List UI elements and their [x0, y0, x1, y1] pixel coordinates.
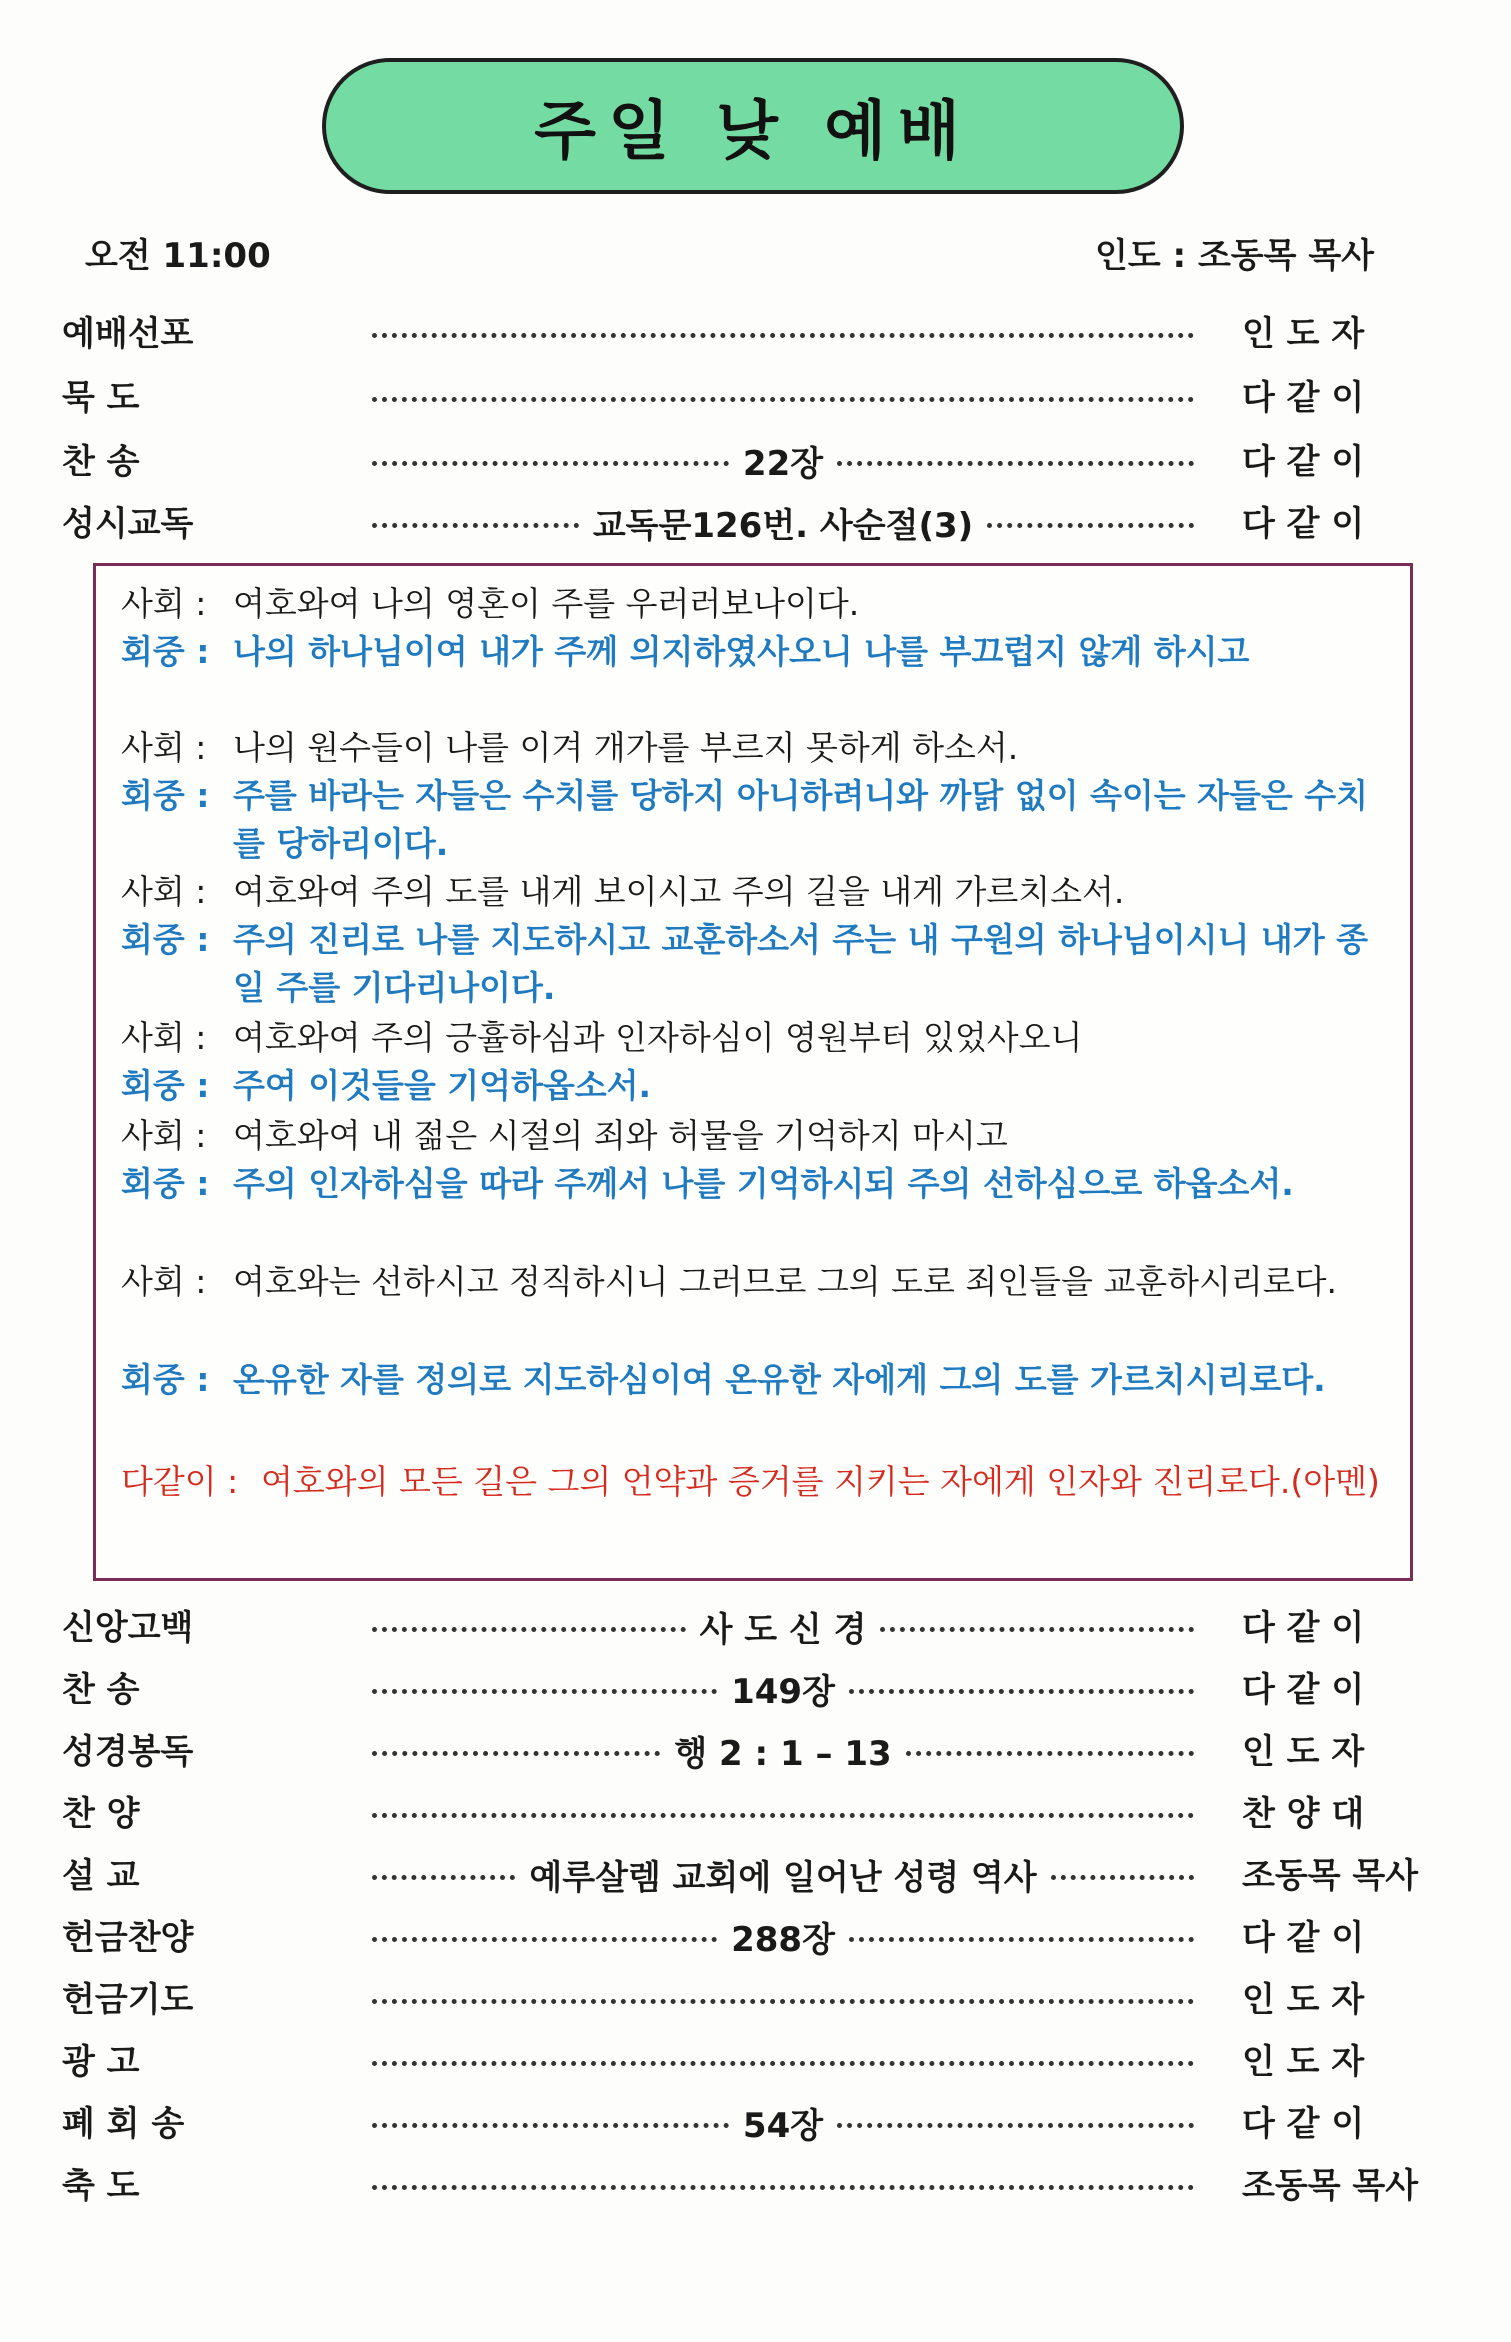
dot-leader: [372, 434, 1194, 486]
reading-line: [121, 1014, 1391, 1062]
reading-speaker: 사회 :: [121, 728, 207, 767]
reading-speaker: 사회 :: [121, 872, 207, 911]
reading-text: 온유한 자를 정의로 지도하심이여 온유한 자에게 그의 도를 가르치시리로다.: [233, 1360, 1326, 1399]
reading-text: 주를 바라는 자들은 수치를 당하지 아니하려니와 까닭 없이 속이는 자들은 수치를 당하리이다.: [233, 776, 1368, 863]
order-detail: 54장: [742, 2105, 824, 2146]
reading-text: 나의 하나님이여 내가 주께 의지하였사오니 나를 부끄럽지 않게 하시고: [233, 632, 1250, 671]
reading-line: [121, 1112, 1391, 1160]
order-label: 신앙고백: [62, 1608, 194, 1648]
order-row: [62, 1972, 1452, 2024]
order-row: [62, 2158, 1452, 2210]
order-detail: 149장: [731, 1671, 835, 1712]
order-performer: 찬 양 대: [1242, 1794, 1365, 1834]
order-detail: 예루살렘 교회에 일어난 성령 역사: [529, 1857, 1037, 1898]
reading-speaker: 회중 :: [121, 632, 210, 671]
order-performer: 다 같 이: [1242, 1608, 1365, 1648]
reading-line: [121, 1062, 1391, 1110]
title-banner: [322, 58, 1184, 194]
order-performer: 다 같 이: [1242, 504, 1365, 544]
reading-line: [121, 628, 1391, 676]
order-row: [62, 1724, 1452, 1776]
dot-leader: [372, 1848, 1194, 1900]
reading-line: [121, 1160, 1391, 1208]
dot-leader: [372, 1786, 1194, 1838]
order-row: [62, 2034, 1452, 2086]
order-detail: 288장: [731, 1919, 835, 1960]
order-detail: 교독문126번. 사순절(3): [592, 505, 974, 546]
dot-leader: [372, 1600, 1194, 1652]
order-label: 성시교독: [62, 504, 194, 544]
reading-text: 여호와는 선하시고 정직하시니 그러므로 그의 도로 죄인들을 교훈하시리로다.: [233, 1262, 1338, 1301]
reading-line: [121, 772, 1391, 868]
dot-leader: [372, 370, 1194, 422]
order-row: [62, 1786, 1452, 1838]
order-performer: 조동목 목사: [1242, 2166, 1419, 2206]
dot-leader: [372, 1910, 1194, 1962]
order-performer: 인 도 자: [1242, 1980, 1365, 2020]
order-label: 예배선포: [62, 314, 194, 354]
reading-speaker: 회중 :: [121, 1164, 210, 1203]
order-label: 헌금찬양: [62, 1918, 194, 1958]
order-label: 폐 회 송: [62, 2104, 185, 2144]
order-performer: 인 도 자: [1242, 2042, 1365, 2082]
reading-speaker: 회중 :: [121, 776, 210, 815]
reading-speaker: 회중 :: [121, 1066, 210, 1105]
order-performer: 다 같 이: [1242, 442, 1365, 482]
order-performer: 인 도 자: [1242, 314, 1365, 354]
reading-line: [121, 1356, 1391, 1404]
order-label: 헌금기도: [62, 1980, 194, 2020]
reading-speaker: 사회 :: [121, 584, 207, 623]
order-detail: 22장: [742, 443, 824, 484]
reading-text: 여호와여 주의 도를 내게 보이시고 주의 길을 내게 가르치소서.: [233, 872, 1125, 911]
reading-line: [121, 916, 1391, 1012]
order-label: 찬 송: [62, 1670, 140, 1710]
dot-leader: [372, 496, 1194, 548]
order-performer: 다 같 이: [1242, 378, 1365, 418]
reading-text: 여호와여 나의 영혼이 주를 우러러보나이다.: [233, 584, 860, 623]
dot-leader: [372, 2158, 1194, 2210]
reading-text: 여호와의 모든 길은 그의 언약과 증거를 지키는 자에게 인자와 진리로다.(아멘): [261, 1462, 1380, 1501]
order-performer: 조동목 목사: [1242, 1856, 1419, 1896]
dot-leader: [372, 2096, 1194, 2148]
order-row: [62, 306, 1452, 358]
order-performer: 인 도 자: [1242, 1732, 1365, 1772]
reading-line: [121, 1258, 1391, 1306]
reading-speaker: 사회 :: [121, 1018, 207, 1057]
order-row: [62, 1662, 1452, 1714]
order-row: [62, 370, 1452, 422]
service-leader: 인도 : 조동목 목사: [1095, 236, 1375, 276]
dot-leader: [372, 1724, 1194, 1776]
order-label: 광 고: [62, 2042, 140, 2082]
order-performer: 다 같 이: [1242, 1670, 1365, 1710]
dot-leader: [372, 1662, 1194, 1714]
order-row: [62, 496, 1452, 548]
reading-text: 나의 원수들이 나를 이겨 개가를 부르지 못하게 하소서.: [233, 728, 1019, 767]
reading-text: 여호와여 주의 긍휼하심과 인자하심이 영원부터 있었사오니: [233, 1018, 1083, 1057]
dot-leader: [372, 306, 1194, 358]
dot-leader: [372, 2034, 1194, 2086]
reading-line: [121, 868, 1391, 916]
reading-line: [121, 1458, 1391, 1506]
service-time: 오전 11:00: [85, 236, 271, 276]
responsive-reading-box: [93, 563, 1413, 1581]
reading-speaker: 다같이 :: [121, 1462, 239, 1501]
order-row: [62, 2096, 1452, 2148]
order-performer: 다 같 이: [1242, 1918, 1365, 1958]
reading-text: 주의 진리로 나를 지도하시고 교훈하소서 주는 내 구원의 하나님이시니 내가 종일 주를 기다리나이다.: [233, 920, 1368, 1007]
reading-speaker: 사회 :: [121, 1262, 207, 1301]
order-label: 성경봉독: [62, 1732, 194, 1772]
reading-line: [121, 724, 1391, 772]
reading-text: 주의 인자하심을 따라 주께서 나를 기억하시되 주의 선하심으로 하옵소서.: [233, 1164, 1294, 1203]
order-label: 찬 송: [62, 442, 140, 482]
dot-leader: [372, 1972, 1194, 2024]
order-row: [62, 1910, 1452, 1962]
reading-text: 여호와여 내 젊은 시절의 죄와 허물을 기억하지 마시고: [233, 1116, 1008, 1155]
order-performer: 다 같 이: [1242, 2104, 1365, 2144]
order-detail: 사 도 신 경: [699, 1609, 867, 1650]
reading-speaker: 회중 :: [121, 1360, 210, 1399]
reading-line: [121, 580, 1391, 628]
order-row: [62, 1600, 1452, 1652]
order-label: 묵 도: [62, 378, 140, 418]
reading-speaker: 사회 :: [121, 1116, 207, 1155]
order-label: 찬 양: [62, 1794, 140, 1834]
order-detail: 행 2 : 1 – 13: [674, 1733, 892, 1774]
reading-speaker: 회중 :: [121, 920, 210, 959]
page-title: 주일 낮 예배: [534, 95, 972, 169]
order-label: 축 도: [62, 2166, 140, 2206]
order-label: 설 교: [62, 1856, 140, 1896]
order-row: [62, 1848, 1452, 1900]
reading-text: 주여 이것들을 기억하옵소서.: [233, 1066, 652, 1105]
order-row: [62, 434, 1452, 486]
